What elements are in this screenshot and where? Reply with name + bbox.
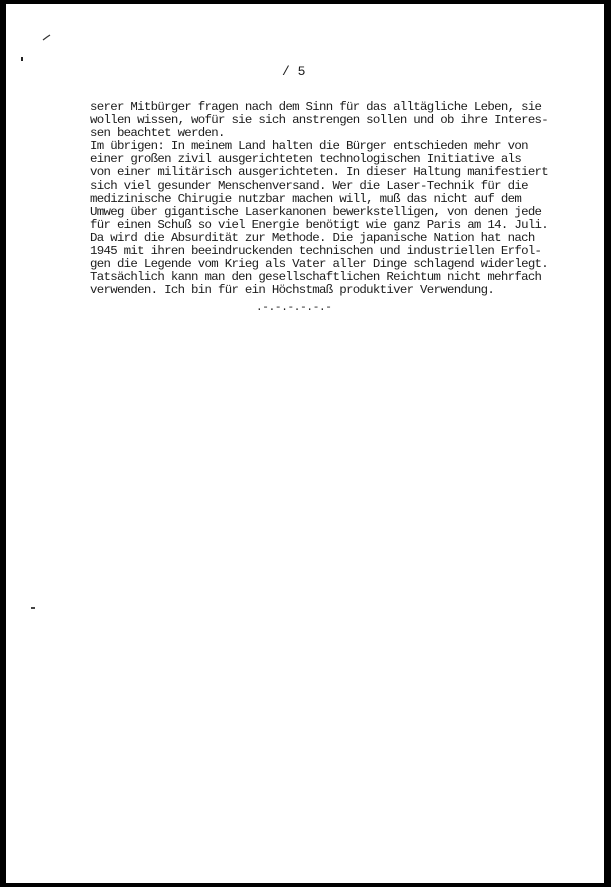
text-line: Im übrigen: In meinem Land halten die Bürger entschieden mehr von [90, 139, 528, 154]
text-line: von einer militärisch ausgerichteten. In dieser Haltung manifestiert [90, 165, 549, 180]
text-line: wollen wissen, wofür sie sich anstrengen sollen und ob ihre Interes- [90, 113, 549, 128]
scan-speck [30, 606, 36, 610]
text-line: sen beachtet werden. [90, 126, 225, 141]
scan-speck [42, 34, 52, 42]
text-line: einer großen zivil ausgerichteten technologischen Initiative als [90, 152, 522, 167]
section-separator: .-.-.-.-.-.- [256, 302, 332, 314]
text-line: sich viel gesunder Menschenversand. Wer die Laser-Technik für die [90, 178, 528, 193]
text-line: Umweg über gigantische Laserkanonen bewerkstelligen, von denen jede [90, 204, 542, 219]
body-paragraph [90, 101, 580, 297]
scan-speck [20, 56, 24, 62]
text-line: serer Mitbürger fragen nach dem Sinn für das alltägliche Leben, sie [90, 100, 542, 114]
text-line: gen die Legende vom Krieg als Vater aller Dinge schlagend widerlegt. [90, 257, 549, 272]
document-page [6, 4, 604, 883]
text-line: Da wird die Absurdität zur Methode. Die japanische Nation hat nach [90, 230, 535, 245]
text-line: Tatsächlich kann man den gesellschaftlichen Reichtum nicht mehrfach [90, 270, 542, 285]
text-line: verwenden. Ich bin für ein Höchstmaß produktiver Verwendung. [90, 283, 495, 298]
text-line: für einen Schuß so viel Energie benötigt wie ganz Paris am 14. Juli. [90, 217, 549, 232]
text-line: medizinische Chirugie nutzbar machen will, muß das nicht auf dem [90, 191, 522, 206]
page-number: / 5 [282, 64, 306, 79]
text-line: 1945 mit ihren beeindruckenden technischen und industriellen Erfol- [90, 244, 542, 259]
